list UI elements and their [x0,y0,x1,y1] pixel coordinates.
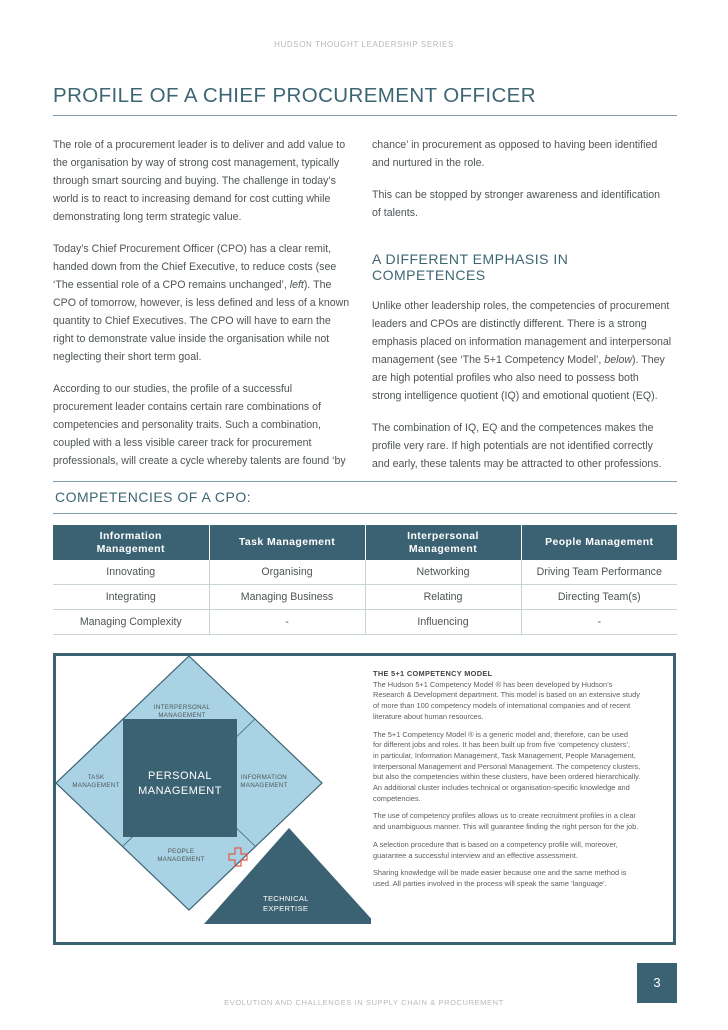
diagram-label-information: INFORMATION MANAGEMENT [240,774,288,789]
right-paragraph-1: chance’ in procurement as opposed to having been identified and nurtured in the role. [372,139,658,169]
diagram-label-people: PEOPLE MANAGEMENT [157,848,205,863]
page-number: 3 [637,963,677,1003]
left-paragraph-3: According to our studies, the profile of a successful procurement leader contains certain rare combinations of competencies and personality traits. Such a combination, coupled with a less visible career track for procurement professionals, will create a cycle whereby talents are found ‘by [53,383,346,467]
competencies-heading: COMPETENCIES OF A CPO: [55,489,252,505]
page-title: PROFILE OF A CHIEF PROCUREMENT OFFICER [53,84,536,107]
right-paragraph-3: Unlike other leadership roles, the competencies of procurement leaders and CPOs are distinctly different. There is a strong emphasis placed on information management and interpersonal management (see ‘The 5+1 Competency Model’, below). They are high potential profiles who also need to possess both strong intelligence quotient (IQ) and emotional quotient (EQ). [372,300,672,402]
right-column-bottom [372,297,682,487]
model-title: THE 5+1 COMPETENCY MODEL [373,669,493,678]
diagram-label-interpersonal: INTERPERSONAL MANAGEMENT [153,704,211,719]
series-header: HUDSON THOUGHT LEADERSHIP SERIES [274,40,454,49]
table-cell: Integrating [53,585,209,610]
left-column [53,136,363,484]
table-cell: Relating [365,585,521,610]
model-paragraph: Sharing knowledge will be made easier because one and the same method is used. All parties involved in the process will speak the same ‘language’. [373,868,627,888]
table-row [53,560,677,585]
model-paragraph: The Hudson 5+1 Competency Model ® has been developed by Hudson’s Research & Development department. This model is based on an extensive study of more than 100 competency models of international companies and of recent literature about human resources. [373,679,640,721]
table-header-cell: Task Management [209,525,365,560]
model-paragraph: A selection procedure that is based on a competency profile will, moreover, guarantee a successful interview and an effective assessment. [373,839,618,860]
table-cell: Managing Business [209,585,365,610]
table-cell: Driving Team Performance [521,560,677,585]
right-column-top [372,136,682,236]
table-cell: Networking [365,560,521,585]
table-cell: Managing Complexity [53,610,209,635]
left-paragraph-1: The role of a procurement leader is to deliver and add value to the organisation by way of strong cost management, typically through smart sourcing and buying. The challenge in today’s world is to react to increasing demand for cost cutting while demonstrating long term strategic value. [53,139,346,223]
table-row [53,610,677,635]
left-paragraph-2: Today’s Chief Procurement Officer (CPO) has a clear remit, handed down from the Chief Executive, to reduce costs (see ‘The essential role of a CPO remains unchanged’, left). The CPO of tomorrow, however, is less defined and less of a known quantity to Chief Executives. The CPO will have to earn the right to demonstrate value inside the organisation while not neglecting their short term goal. [53,243,350,363]
table-row [53,585,677,610]
diagram-label-task: TASK MANAGEMENT [72,774,120,789]
table-header-cell: Information Management [53,525,209,560]
competencies-rule-top [53,481,677,482]
model-paragraph: The use of competency profiles allows us to create recruitment profiles in a clear and unambiguous manner. This will guarantee finding the right person for the job. [373,811,639,832]
footer: EVOLUTION AND CHALLENGES IN SUPPLY CHAIN & PROCUREMENT [224,998,504,1007]
right-paragraph-2: This can be stopped by stronger awareness and identification of talents. [372,189,660,219]
table-cell: Influencing [365,610,521,635]
competencies-rule-bottom [53,513,677,514]
title-rule [53,115,677,116]
table-cell: - [209,610,365,635]
table-cell: Directing Team(s) [521,585,677,610]
section-heading-competences: A DIFFERENT EMPHASIS IN COMPETENCES [372,251,569,283]
table-header-row [53,525,677,560]
table-cell: - [521,610,677,635]
table-header-cell: People Management [521,525,677,560]
right-paragraph-4: The combination of IQ, EQ and the competences makes the profile very rare. If high potentials are not identified correctly and early, these talents may be attracted to other professions. [372,422,662,470]
diagram-label-personal: PERSONAL MANAGEMENT [138,770,222,797]
model-paragraph: The 5+1 Competency Model ® is a generic model and, therefore, can be used for different jobs and roles. It has been built up from five ‘competency clusters’, in particular, Information Management, Task Management, People Management, Interpersonal Management and Personal Management. The competency clusters, but also the competencies within these clusters, have been ordered hierarchically. An additional cluster includes technical or organisation-specific knowledge and competencies. [373,729,641,803]
table-cell: Organising [209,560,365,585]
competencies-table [53,525,677,635]
diagram-label-technical: TECHNICAL EXPERTISE [263,894,309,913]
table-header-cell: Interpersonal Management [365,525,521,560]
competency-model-diagram [56,656,371,942]
competency-model-text [373,669,669,897]
table-cell: Innovating [53,560,209,585]
